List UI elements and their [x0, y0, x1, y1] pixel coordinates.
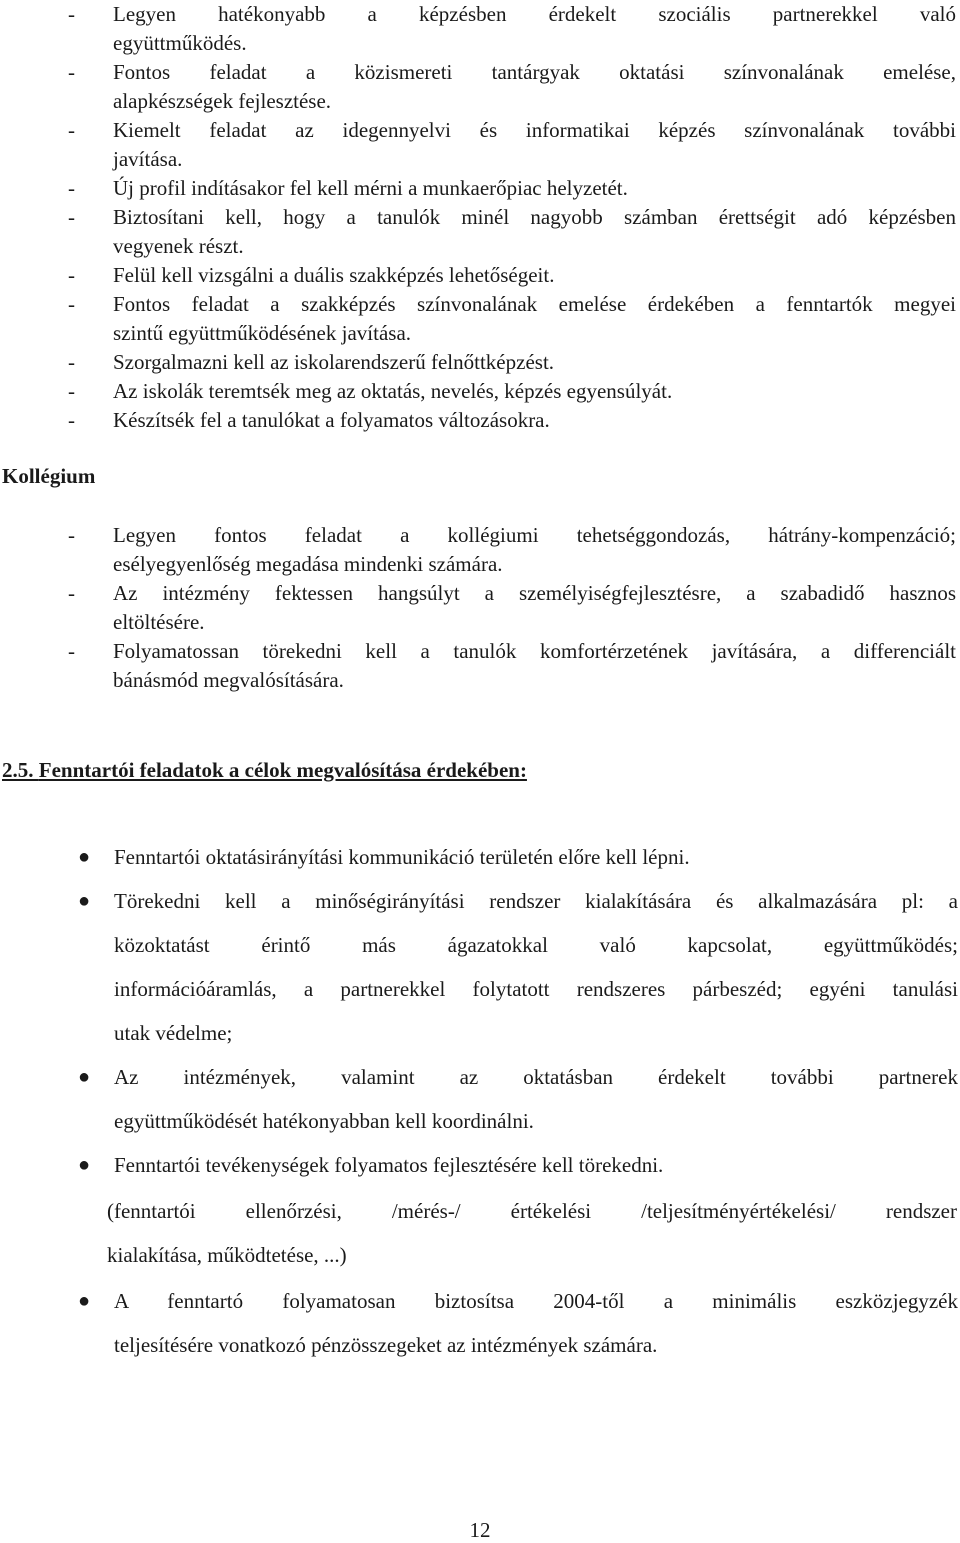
bullet-text: teljesítésére vonatkozó pénzösszegeket az intézmények számára. [114, 1333, 658, 1357]
section-heading [2, 755, 527, 785]
list-item-text: Új profil indításakor fel kell mérni a munkaerőpiac helyzetét. [113, 176, 628, 200]
dash-marker: - [68, 379, 75, 403]
list-item-text: együttműködés. [113, 31, 247, 55]
goals-list [68, 0, 956, 435]
list-item [68, 521, 956, 579]
list-item-text: vegyenek részt. [113, 234, 244, 258]
list-item-text: Fontos feladat a közismereti tantárgyak oktatási színvonalának emelése, [113, 60, 956, 84]
list-item [68, 348, 956, 377]
bullet-item [78, 835, 958, 879]
list-item-text: szintű együttműködésének javítása. [113, 321, 412, 345]
bullet-text: együttműködését hatékonyabban kell koordinálni. [114, 1109, 534, 1133]
dash-marker: - [68, 60, 75, 84]
bullet-icon: ● [78, 846, 91, 868]
list-item [68, 0, 956, 58]
list-item-text: Az iskolák teremtsék meg az oktatás, nevelés, képzés egyensúlyát. [113, 379, 673, 403]
list-item [68, 261, 956, 290]
bullet-icon: ● [78, 1154, 91, 1176]
dash-marker: - [68, 523, 75, 547]
list-item-text: Az intézmény fektessen hangsúlyt a személyiségfejlesztésre, a szabadidő hasznos [113, 581, 956, 605]
bullet-text: Fenntartói tevékenységek folyamatos fejlesztésére kell törekedni. [114, 1153, 664, 1177]
dash-marker: - [68, 581, 75, 605]
dash-marker: - [68, 205, 75, 229]
list-item-text: Legyen hatékonyabb a képzésben érdekelt szociális partnerekkel való [113, 2, 956, 26]
dash-marker: - [68, 292, 75, 316]
dash-marker: - [68, 408, 75, 432]
bullet-item [78, 1055, 958, 1143]
note-text: (fenntartói ellenőrzési, /mérés-/ értékelési /teljesítményértékelési/ rendszer [107, 1199, 957, 1223]
bullet-item [78, 1143, 958, 1187]
kollegium-label: Kollégium [2, 464, 96, 488]
list-item-text: Legyen fontos feladat a kollégiumi tehetséggondozás, hátrány-kompenzáció; [113, 523, 956, 547]
fenntartoi-note [107, 1189, 957, 1277]
bullet-text: információáramlás, a partnerekkel folytatott rendszeres párbeszéd; egyéni tanulási [114, 977, 958, 1001]
list-item-text: Kiemelt feladat az idegennyelvi és informatikai képzés színvonalának további [113, 118, 956, 142]
list-item-text: Szorgalmazni kell az iskolarendszerű felnőttképzést. [113, 350, 555, 374]
bullet-text: Törekedni kell a minőségirányítási rendszer kialakítására és alkalmazására pl: a [114, 889, 958, 913]
bullet-item [78, 1279, 958, 1367]
dash-marker: - [68, 118, 75, 142]
list-item [68, 58, 956, 116]
dash-marker: - [68, 350, 75, 374]
dash-marker: - [68, 2, 75, 26]
page-number: 12 [469, 1518, 491, 1542]
list-item-text: Biztosítani kell, hogy a tanulók minél nagyobb számban érettségit adó képzésben [113, 205, 956, 229]
bullet-text: utak védelme; [114, 1021, 233, 1045]
section-title: Fenntartói feladatok a célok megvalósítása érdekében: [38, 758, 527, 782]
list-item [68, 116, 956, 174]
bullet-text: A fenntartó folyamatosan biztosítsa 2004-től a minimális eszközjegyzék [114, 1289, 958, 1313]
note-text: kialakítása, működtetése, ...) [107, 1243, 347, 1267]
bullet-icon: ● [78, 890, 91, 912]
bullet-item [78, 879, 958, 1055]
list-item [68, 290, 956, 348]
bullet-icon: ● [78, 1066, 91, 1088]
list-item-text: Készítsék fel a tanulókat a folyamatos változásokra. [113, 408, 550, 432]
list-item-text: esélyegyenlőség megadása mindenki számára. [113, 552, 503, 576]
dash-marker: - [68, 639, 75, 663]
list-item-text: javítása. [113, 147, 183, 171]
list-item [68, 579, 956, 637]
list-item [68, 377, 956, 406]
bullet-text: Fenntartói oktatásirányítási kommunikáció területén előre kell lépni. [114, 845, 690, 869]
list-item [68, 174, 956, 203]
fenntartoi-bullet-list-cont [78, 1279, 958, 1367]
list-item [68, 203, 956, 261]
list-item [68, 406, 956, 435]
list-item-text: Felül kell vizsgálni a duális szakképzés lehetőségeit. [113, 263, 555, 287]
list-item-text: Folyamatossan törekedni kell a tanulók komfortérzetének javítására, a differenciált [113, 639, 956, 663]
dash-marker: - [68, 263, 75, 287]
fenntartoi-bullet-list [78, 835, 958, 1187]
list-item-text: alapkészségek fejlesztése. [113, 89, 332, 113]
list-item-text: eltöltésére. [113, 610, 205, 634]
bullet-text: Az intézmények, valamint az oktatásban érdekelt további partnerek [114, 1065, 958, 1089]
section-number: 2.5. [2, 758, 34, 782]
list-item-text: Fontos feladat a szakképzés színvonalának emelése érdekében a fenntartók megyei [113, 292, 956, 316]
bullet-text: közoktatást érintő más ágazatokkal való kapcsolat, együttműködés; [114, 933, 958, 957]
list-item-text: bánásmód megvalósítására. [113, 668, 344, 692]
list-item [68, 637, 956, 695]
bullet-icon: ● [78, 1290, 91, 1312]
kollegium-list [68, 521, 956, 695]
dash-marker: - [68, 176, 75, 200]
